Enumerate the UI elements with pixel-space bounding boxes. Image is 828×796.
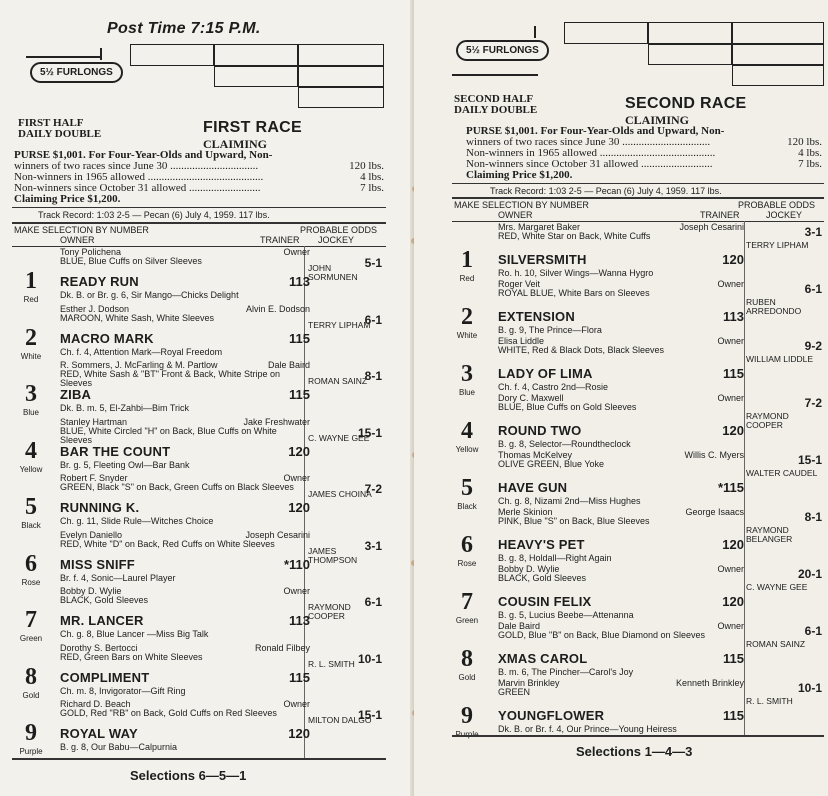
trainer-name: Joseph Cesarini xyxy=(679,222,744,232)
odds: 6-1 xyxy=(364,312,382,327)
jockey-name: JAMES CHOINA xyxy=(308,489,372,499)
trainer-name: Owner xyxy=(283,586,310,596)
trainer-name: Alvin E. Dodson xyxy=(245,303,310,314)
divider xyxy=(12,207,386,208)
saddle-color: Rose xyxy=(457,559,477,568)
box-cell[interactable] xyxy=(732,65,824,86)
track-record: Track Record: 1:03 2-5 — Pecan (6) July 4, 1959. 117 lbs. xyxy=(490,186,722,196)
trainer-name: Owner xyxy=(717,336,744,346)
owner-name: Robert F. Snyder xyxy=(60,473,128,483)
weight: 115 xyxy=(723,708,744,723)
program-number: 4 xyxy=(25,437,37,464)
owner-name: Mrs. Margaret Baker xyxy=(498,222,581,232)
saddle-color: Green xyxy=(19,634,43,643)
breeding: Dk. B. or Br. g. 6, Sir Mango—Chicks Delight xyxy=(60,290,239,300)
header-trainer: TRAINER xyxy=(700,210,740,220)
horse-name: MR. LANCER xyxy=(60,613,144,628)
jockey-name: ROMAN SAINZ xyxy=(308,376,368,386)
saddle-color: Red xyxy=(459,274,475,283)
weight: 120 xyxy=(722,423,744,438)
trainer-name: Dale Baird xyxy=(267,360,310,370)
daily-double-boxes xyxy=(130,44,384,108)
breeding: B. g. 8, Holdall—Right Again xyxy=(498,553,612,563)
odds: 15-1 xyxy=(357,708,382,722)
odds: 3-1 xyxy=(804,225,822,239)
entry-row xyxy=(452,564,824,625)
track-rail xyxy=(26,56,102,58)
breeding: Ch. m. 8, Invigorator—Gift Ring xyxy=(60,685,186,696)
horse-name: ZIBA xyxy=(60,387,92,402)
entry-row xyxy=(12,305,386,362)
owner-name: Bobby D. Wylie xyxy=(498,564,560,574)
post-time: Post Time 7:15 P.M. xyxy=(107,20,261,37)
entry-row xyxy=(12,361,386,418)
box-cell[interactable] xyxy=(648,44,732,65)
silks-colors: RED, Green Bars on White Sleeves xyxy=(60,651,203,662)
owner-name: Evelyn Daniello xyxy=(60,529,123,540)
horse-name: MACRO MARK xyxy=(60,330,154,346)
owner-name: Dorothy S. Bertocci xyxy=(60,642,138,653)
condition-row: Non-winners since October 31 allowed .......................... 7 lbs. xyxy=(14,182,384,194)
weight: 113 xyxy=(723,309,744,324)
distance-badge xyxy=(30,62,123,83)
breeding: B. g. 8, Our Babu—Calpurnia xyxy=(60,742,178,752)
horse-name: YOUNGFLOWER xyxy=(498,708,605,723)
weight: 120 xyxy=(288,500,310,515)
entry-row xyxy=(12,644,386,701)
program-number: 3 xyxy=(25,381,37,407)
weight: 115 xyxy=(289,330,310,346)
entry-row xyxy=(452,336,824,397)
odds: 8-1 xyxy=(364,369,382,383)
header-probable: PROBABLE ODDS xyxy=(300,225,378,235)
distance-badge xyxy=(456,40,549,61)
selections: Selections 6—5—1 xyxy=(130,768,247,783)
header-owner: OWNER xyxy=(498,210,533,220)
jockey-name: TERRY LIPHAM xyxy=(746,240,809,250)
silks-colors: RED, White "D" on Back, Red Cuffs on White Sleeves xyxy=(60,538,275,549)
weight: 115 xyxy=(723,366,744,381)
horse-name: COUSIN FELIX xyxy=(498,594,592,609)
breeding: B. m. 6, The Pincher—Carol's Joy xyxy=(498,667,634,677)
box-cell[interactable] xyxy=(298,87,384,108)
breeding: Ro. h. 10, Silver Wings—Wanna Hygro xyxy=(498,268,654,278)
header-jockey: JOCKEY xyxy=(766,210,803,220)
weight: 120 xyxy=(722,594,744,609)
jockey-name: RAYMOND COOPER xyxy=(308,602,351,621)
header-make: MAKE SELECTION BY NUMBER xyxy=(454,200,589,210)
breeding: Ch. g. 8, Nizami 2nd—Miss Hughes xyxy=(498,496,641,506)
trainer-name: Owner xyxy=(717,564,744,574)
distance-label: 5½ FURLONGS xyxy=(456,40,549,61)
program-number: 5 xyxy=(461,475,473,501)
saddle-color: Yellow xyxy=(19,464,43,474)
track-record: Track Record: 1:03 2-5 — Pecan (6) July 4, 1959. 117 lbs. xyxy=(38,210,270,220)
weight: 120 xyxy=(288,443,310,459)
silks-colors: GREEN xyxy=(498,687,531,697)
horse-name: ROUND TWO xyxy=(498,423,582,438)
condition-row: Non-winners in 1965 allowed .......................................... 4 lbs. xyxy=(14,171,384,183)
program-number: 2 xyxy=(25,324,37,351)
owner-name: Stanley Hartman xyxy=(60,416,128,427)
odds: 7-2 xyxy=(804,396,822,410)
silks-colors: OLIVE GREEN, Blue Yoke xyxy=(498,459,605,469)
dd-line: DAILY DOUBLE xyxy=(18,128,102,140)
header-jockey: JOCKEY xyxy=(318,235,355,245)
horse-name: COMPLIMENT xyxy=(60,669,150,685)
track-rail xyxy=(452,74,538,76)
odds: 20-1 xyxy=(797,567,822,581)
box-cell[interactable] xyxy=(732,44,824,65)
box-cell[interactable] xyxy=(648,22,732,44)
horse-name: ROYAL WAY xyxy=(60,726,138,741)
entry-row xyxy=(452,393,824,454)
owner-name: Bobby D. Wylie xyxy=(60,586,122,596)
odds: 6-1 xyxy=(804,624,822,638)
horse-name: MISS SNIFF xyxy=(60,556,135,572)
box-cell[interactable] xyxy=(214,66,298,87)
claiming-label: CLAIMING xyxy=(203,137,268,151)
box-cell[interactable] xyxy=(564,22,648,44)
entry-row xyxy=(452,279,824,340)
trainer-name: George Isaacs xyxy=(685,507,744,517)
silks-colors: GREEN, Black "S" on Back, Green Cuffs on Black Sleeves xyxy=(60,482,294,492)
entry-row xyxy=(12,700,386,757)
program-number: 4 xyxy=(461,418,473,444)
breeding: B. g. 9, The Prince—Flora xyxy=(498,325,602,335)
weight: *115 xyxy=(717,480,744,495)
entry-row xyxy=(452,679,824,736)
odds: 6-1 xyxy=(804,282,822,296)
claiming-label: CLAIMING xyxy=(625,113,690,127)
odds: 6-1 xyxy=(364,595,382,609)
breeding: Dk. B. or Br. f. 4, Our Prince—Young Heiress xyxy=(498,724,677,734)
purse-line: PURSE $1,001. For Four-Year-Olds and Upward, Non- xyxy=(466,126,725,137)
distance-label: 5½ FURLONGS xyxy=(30,62,123,83)
entry-row xyxy=(12,587,386,644)
claiming-price: Claiming Price $1,200. xyxy=(466,170,573,181)
odds: 5-1 xyxy=(364,256,382,270)
saddle-color: Blue xyxy=(458,388,475,397)
breeding: Dk. B. m. 5, El-Zahbi—Bim Trick xyxy=(60,403,190,413)
jockey-name: R. L. SMITH xyxy=(746,696,793,706)
silks-colors: PINK, Blue "S" on Back, Blue Sleeves xyxy=(498,516,650,526)
saddle-color: Purple xyxy=(19,747,43,756)
saddle-color: Rose xyxy=(21,577,41,587)
race-title: FIRST RACE xyxy=(203,119,302,136)
box-cell[interactable] xyxy=(214,44,298,66)
race-title: SECOND RACE xyxy=(625,95,747,112)
saddle-color: Gold xyxy=(458,673,476,682)
condition-row: Non-winners in 1965 allowed .......................................... 4 lbs. xyxy=(466,147,822,159)
odds: 10-1 xyxy=(357,651,382,666)
trainer-name: Jake Freshwater xyxy=(243,416,310,427)
jockey-name: C. WAYNE GEE xyxy=(308,432,370,443)
weight: 115 xyxy=(723,651,744,666)
silks-colors: RED, White Star on Back, White Cuffs xyxy=(498,231,651,241)
track-marker xyxy=(534,26,536,38)
jockey-name: TERRY LIPHAM xyxy=(308,319,371,330)
conditions xyxy=(14,150,384,205)
silks-colors: BLACK, Gold Sleeves xyxy=(498,573,587,583)
program-number: 8 xyxy=(461,646,473,672)
owner-name: Marvin Brinkley xyxy=(498,678,560,688)
trainer-name: Joseph Cesarini xyxy=(245,529,310,540)
entry-row xyxy=(12,418,386,475)
silks-colors: RED, White Sash & "BT" Front & Back, White Stripe on Sleeves xyxy=(60,369,280,388)
saddle-color: Black xyxy=(21,521,41,530)
jockey-name: MILTON DALGO xyxy=(308,715,372,725)
trainer-name: Ronald Filbey xyxy=(254,642,310,653)
jockey-name: R. L. SMITH xyxy=(308,658,355,669)
owner-name: Tony Polichena xyxy=(60,247,122,257)
horse-name: READY RUN xyxy=(60,274,139,289)
weight: 115 xyxy=(289,387,310,402)
claiming-price: Claiming Price $1,200. xyxy=(14,194,121,205)
box-cell[interactable] xyxy=(298,66,384,87)
odds: 10-1 xyxy=(797,681,822,695)
trainer-name: Owner xyxy=(283,473,310,483)
owner-name: Elisa Liddle xyxy=(498,336,545,346)
horse-name: XMAS CAROL xyxy=(498,651,588,666)
program-number: 1 xyxy=(25,268,37,294)
jockey-name: JAMES THOMPSON xyxy=(308,545,358,565)
jockey-name: RAYMOND COOPER xyxy=(746,411,789,430)
trainer-name: Kenneth Brinkley xyxy=(675,678,744,688)
weight: 113 xyxy=(289,613,310,628)
odds: 15-1 xyxy=(357,425,382,440)
weight: 120 xyxy=(288,726,310,741)
daily-double-label xyxy=(454,94,537,116)
owner-name: R. Sommers, J. McFarling & M. Partlow xyxy=(60,360,218,370)
program-number: 2 xyxy=(461,304,473,330)
silks-colors: MAROON, White Sash, White Sleeves xyxy=(60,312,215,323)
conditions xyxy=(466,126,822,181)
silks-colors: BLUE, Blue Cuffs on Silver Sleeves xyxy=(60,256,202,266)
horse-name: RUNNING K. xyxy=(60,500,140,515)
odds: 8-1 xyxy=(804,510,822,524)
box-cell[interactable] xyxy=(130,44,214,66)
breeding: Br. g. 5, Fleeting Owl—Bar Bank xyxy=(60,459,190,470)
breeding: Ch. f. 4, Attention Mark—Royal Freedom xyxy=(60,346,223,357)
purse-line: PURSE $1,001. For Four-Year-Olds and Upward, Non- xyxy=(14,150,273,161)
odds: 15-1 xyxy=(797,453,822,467)
entry-row xyxy=(452,450,824,511)
silks-colors: WHITE, Red & Black Dots, Black Sleeves xyxy=(498,345,665,355)
horse-name: HAVE GUN xyxy=(498,480,568,495)
horse-name: BAR THE COUNT xyxy=(60,443,171,459)
daily-double-boxes xyxy=(564,22,824,86)
selections: Selections 1—4—3 xyxy=(576,744,693,759)
breeding: B. g. 8, Selector—Roundtheclock xyxy=(498,439,631,449)
entry-row xyxy=(452,222,824,283)
program-number: 1 xyxy=(461,247,473,273)
silks-colors: BLUE, White Circled "H" on Back, Blue Cuffs on White Sleeves xyxy=(60,425,277,445)
horse-name: HEAVY'S PET xyxy=(498,537,585,552)
odds: 7-2 xyxy=(364,482,382,496)
breeding: Br. f. 4, Sonic—Laurel Player xyxy=(60,572,176,583)
weight: 115 xyxy=(289,669,310,685)
program-number: 6 xyxy=(25,550,37,577)
box-cell[interactable] xyxy=(732,22,824,44)
jockey-name: WALTER CAUDEL xyxy=(746,468,818,478)
owner-name: Thomas McKelvey xyxy=(498,450,573,460)
owner-name: Richard D. Beach xyxy=(60,699,131,709)
entry-row xyxy=(452,507,824,568)
saddle-color: Green xyxy=(455,616,479,625)
program-number: 9 xyxy=(25,720,37,746)
breeding: Ch. g. 11, Slide Rule—Witches Choice xyxy=(60,516,214,526)
box-cell[interactable] xyxy=(298,44,384,66)
entry-row xyxy=(12,248,386,305)
weight: 120 xyxy=(722,537,744,552)
jockey-name: C. WAYNE GEE xyxy=(746,582,808,592)
right-page xyxy=(414,0,828,796)
header-probable: PROBABLE ODDS xyxy=(738,200,816,210)
daily-double-label xyxy=(18,118,101,140)
divider xyxy=(12,758,386,760)
trainer-name: Owner xyxy=(283,699,310,709)
saddle-color: Blue xyxy=(22,408,39,417)
condition-row: winners of two races since June 30 ................................ 120 lbs. xyxy=(14,160,384,172)
saddle-color: Red xyxy=(23,295,39,304)
breeding: Ch. f. 4, Castro 2nd—Rosie xyxy=(498,382,609,392)
silks-colors: BLACK, Gold Sleeves xyxy=(60,595,149,605)
dd-line: SECOND HALF xyxy=(454,93,534,105)
trainer-name: Owner xyxy=(717,621,744,631)
jockey-name: RAYMOND BELANGER xyxy=(746,525,793,544)
owner-name: Merle Skinion xyxy=(498,507,553,517)
jockey-name: ROMAN SAINZ xyxy=(746,639,806,649)
horse-name: SILVERSMITH xyxy=(498,252,587,267)
saddle-color: Gold xyxy=(22,690,40,700)
horse-name: LADY OF LIMA xyxy=(498,366,593,381)
dd-line: FIRST HALF xyxy=(18,117,84,129)
divider xyxy=(12,222,386,224)
program-number: 8 xyxy=(25,663,37,690)
jockey-name: JOHN SORMUNEN xyxy=(308,263,358,282)
condition-row: Non-winners since October 31 allowed .......................... 7 lbs. xyxy=(466,158,822,170)
entry-row xyxy=(12,474,386,531)
silks-colors: BLUE, Blue Cuffs on Gold Sleeves xyxy=(498,402,637,412)
silks-colors: GOLD, Blue "B" on Back, Blue Diamond on Sleeves xyxy=(498,630,705,640)
jockey-name: RUBEN ARREDONDO xyxy=(746,297,802,316)
odds: 3-1 xyxy=(364,538,382,553)
weight: *110 xyxy=(283,556,310,572)
trainer-name: Willis C. Myers xyxy=(684,450,744,460)
program-number: 7 xyxy=(25,607,37,633)
owner-name: Dale Baird xyxy=(498,621,541,631)
trainer-name: Owner xyxy=(283,247,310,257)
program-number: 9 xyxy=(461,703,473,729)
header-make: MAKE SELECTION BY NUMBER xyxy=(14,225,149,235)
weight: 120 xyxy=(722,252,744,267)
saddle-color: White xyxy=(456,331,478,340)
program-number: 6 xyxy=(461,532,473,558)
header-trainer: TRAINER xyxy=(260,235,300,245)
owner-name: Esther J. Dodson xyxy=(60,303,130,314)
track-marker xyxy=(100,48,102,60)
condition-row: winners of two races since June 30 ................................ 120 lbs. xyxy=(466,136,822,148)
silks-colors: GOLD, Red "RB" on Back, Gold Cuffs on Red Sleeves xyxy=(60,708,277,718)
program-number: 7 xyxy=(461,589,473,615)
trainer-name: Owner xyxy=(717,393,744,403)
entry-row xyxy=(12,531,386,588)
program-number: 5 xyxy=(25,494,37,520)
divider xyxy=(452,735,824,737)
jockey-name: WILLIAM LIDDLE xyxy=(746,354,814,364)
owner-name: Dory C. Maxwell xyxy=(498,393,564,403)
weight: 113 xyxy=(289,274,310,289)
breeding: B. g. 5, Lucius Beebe—Attenanna xyxy=(498,610,634,620)
saddle-color: Black xyxy=(457,502,477,511)
owner-name: Roger Veit xyxy=(498,279,541,289)
odds: 9-2 xyxy=(804,339,822,353)
entry-row xyxy=(452,621,824,682)
divider xyxy=(452,183,824,184)
breeding: Ch. g. 8, Blue Lancer —Miss Big Talk xyxy=(60,629,209,639)
horse-name: EXTENSION xyxy=(498,309,575,324)
saddle-color: White xyxy=(20,351,42,361)
silks-colors: ROYAL BLUE, White Bars on Sleeves xyxy=(498,288,650,298)
dd-line: DAILY DOUBLE xyxy=(454,104,538,116)
header-owner: OWNER xyxy=(60,235,95,245)
divider xyxy=(452,197,824,199)
trainer-name: Owner xyxy=(717,279,744,289)
owner-line xyxy=(498,679,744,688)
saddle-color: Yellow xyxy=(455,445,479,454)
program-number: 3 xyxy=(461,361,473,387)
